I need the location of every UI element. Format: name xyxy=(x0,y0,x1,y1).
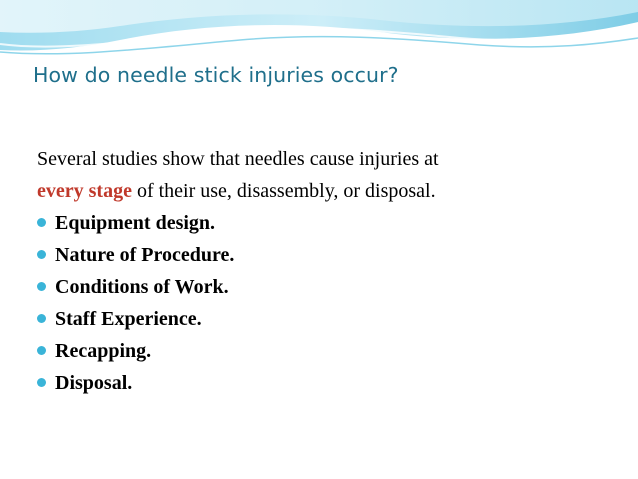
intro-line-1: Several studies show that needles cause injuries at xyxy=(37,148,439,170)
bullet-dot-icon xyxy=(37,218,46,227)
bullet-item xyxy=(37,335,617,367)
bullet-text: Nature of Procedure. xyxy=(55,244,235,266)
intro-line-2 xyxy=(37,175,617,207)
highlight-text: every stage xyxy=(37,180,132,202)
bullet-item xyxy=(37,239,617,271)
bullet-item xyxy=(37,367,617,399)
bullet-dot-icon xyxy=(37,378,46,387)
intro-line-2-rest: of their use, disassembly, or disposal. xyxy=(131,180,436,202)
bullet-item xyxy=(37,303,617,335)
bullet-dot-icon xyxy=(37,346,46,355)
bullet-dot-icon xyxy=(37,314,46,323)
bullet-text: Staff Experience. xyxy=(55,308,202,330)
bullet-dot-icon xyxy=(37,282,46,291)
bullet-item xyxy=(37,271,617,303)
wave-header-banner xyxy=(0,0,638,60)
bullet-text: Recapping. xyxy=(55,340,152,362)
bullet-text: Conditions of Work. xyxy=(55,276,229,298)
bullet-item xyxy=(37,207,617,239)
bullet-dot-icon xyxy=(37,250,46,259)
slide-body xyxy=(37,143,617,399)
slide-title: How do needle stick injuries occur? xyxy=(33,63,399,87)
bullet-text: Equipment design. xyxy=(55,212,216,234)
bullet-text: Disposal. xyxy=(55,372,133,394)
